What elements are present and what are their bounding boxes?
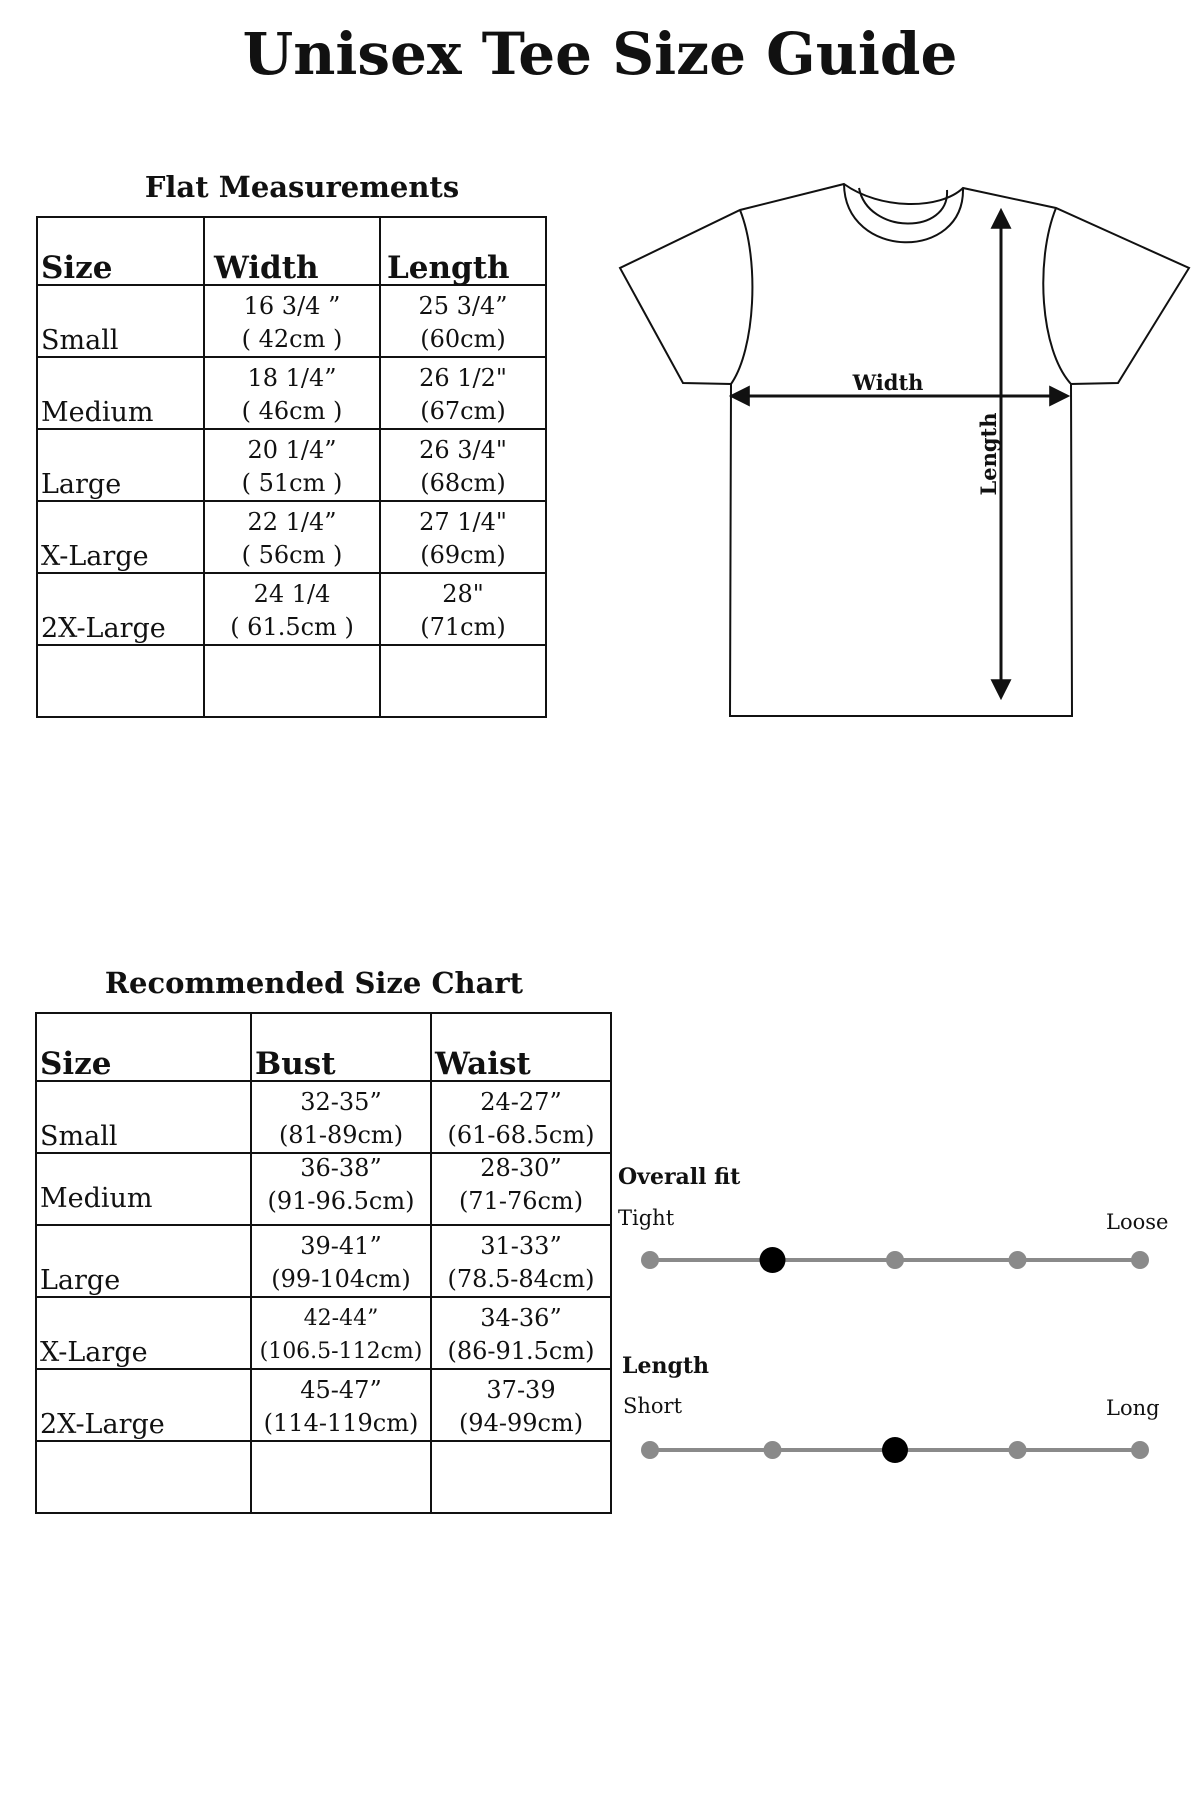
length-fit-right-label: Long xyxy=(1106,1396,1160,1420)
width-value: 18 1/4” ( 46cm ) xyxy=(241,364,343,425)
header-width: Width xyxy=(214,250,319,286)
page-title: Unisex Tee Size Guide xyxy=(242,20,958,88)
width-value: 22 1/4” ( 56cm ) xyxy=(241,508,343,569)
waist-value: 24-27” (61-68.5cm) xyxy=(447,1088,595,1149)
length-fit-selected-dot xyxy=(882,1437,908,1463)
bust-value: 32-35” (81-89cm) xyxy=(278,1088,404,1149)
bust-value: 45-47” (114-119cm) xyxy=(263,1376,419,1437)
waist-value: 31-33” (78.5-84cm) xyxy=(447,1232,595,1293)
table-empty-row xyxy=(36,1441,611,1513)
overall-fit-scale xyxy=(630,1240,1150,1280)
size-label: Small xyxy=(41,325,119,356)
header-size: Size xyxy=(41,250,113,286)
overall-fit-left-label: Tight xyxy=(618,1206,675,1230)
length-value: 26 3/4" (68cm) xyxy=(419,436,507,497)
table-header-row xyxy=(36,1013,611,1081)
bust-value: 36-38” (91-96.5cm) xyxy=(267,1154,415,1215)
length-label: Length xyxy=(976,412,1001,496)
length-value: 27 1/4" (69cm) xyxy=(419,508,507,569)
table-row xyxy=(36,1153,611,1225)
recommended-size-chart-title: Recommended Size Chart xyxy=(104,966,524,1000)
overall-fit-dot xyxy=(1131,1251,1149,1269)
size-label: Large xyxy=(40,1265,121,1296)
overall-fit-title: Overall fit xyxy=(618,1164,741,1190)
recommended-size-table xyxy=(35,1012,612,1514)
length-fit-dot xyxy=(764,1441,782,1459)
width-value: 16 3/4 ” ( 42cm ) xyxy=(241,292,343,353)
length-fit-left-label: Short xyxy=(623,1394,683,1418)
length-fit-scale xyxy=(630,1430,1150,1470)
flat-measurements-title: Flat Measurements xyxy=(144,170,460,204)
tshirt-outline xyxy=(620,184,1189,716)
size-label: X-Large xyxy=(41,541,149,572)
header-waist: Waist xyxy=(435,1046,531,1082)
waist-value: 34-36” (86-91.5cm) xyxy=(447,1304,595,1365)
waist-value: 37-39 (94-99cm) xyxy=(458,1376,584,1437)
header-length: Length xyxy=(387,250,510,286)
size-label: Small xyxy=(40,1121,118,1152)
header-size: Size xyxy=(40,1046,112,1082)
width-value: 20 1/4” ( 51cm ) xyxy=(241,436,343,497)
overall-fit-dot xyxy=(641,1251,659,1269)
width-label: Width xyxy=(852,370,924,395)
length-value: 26 1/2" (67cm) xyxy=(419,364,507,425)
size-label: Medium xyxy=(41,397,154,428)
overall-fit-selected-dot xyxy=(760,1247,786,1273)
size-label: X-Large xyxy=(40,1337,148,1368)
bust-value: 42-44” (106.5-112cm) xyxy=(259,1306,423,1364)
overall-fit-right-label: Loose xyxy=(1106,1210,1169,1234)
size-label: 2X-Large xyxy=(40,1409,165,1440)
size-label: Large xyxy=(41,469,122,500)
table-row xyxy=(36,1225,611,1297)
length-fit-dot xyxy=(1009,1441,1027,1459)
size-label: Medium xyxy=(40,1183,153,1214)
length-value: 25 3/4” (60cm) xyxy=(418,292,508,353)
table-row xyxy=(36,1081,611,1153)
tshirt-diagram xyxy=(0,0,1200,760)
table-row xyxy=(36,1297,611,1369)
waist-value: 28-30” (71-76cm) xyxy=(458,1154,584,1215)
bust-value: 39-41” (99-104cm) xyxy=(271,1232,411,1293)
overall-fit-dot xyxy=(886,1251,904,1269)
length-value: 28" (71cm) xyxy=(420,580,506,641)
table-row xyxy=(36,1369,611,1441)
length-fit-title: Length xyxy=(622,1353,710,1379)
length-fit-dot xyxy=(641,1441,659,1459)
width-value: 24 1/4 ( 61.5cm ) xyxy=(230,580,354,641)
length-fit-dot xyxy=(1131,1441,1149,1459)
header-bust: Bust xyxy=(255,1046,336,1082)
size-label: 2X-Large xyxy=(41,613,166,644)
overall-fit-dot xyxy=(1009,1251,1027,1269)
